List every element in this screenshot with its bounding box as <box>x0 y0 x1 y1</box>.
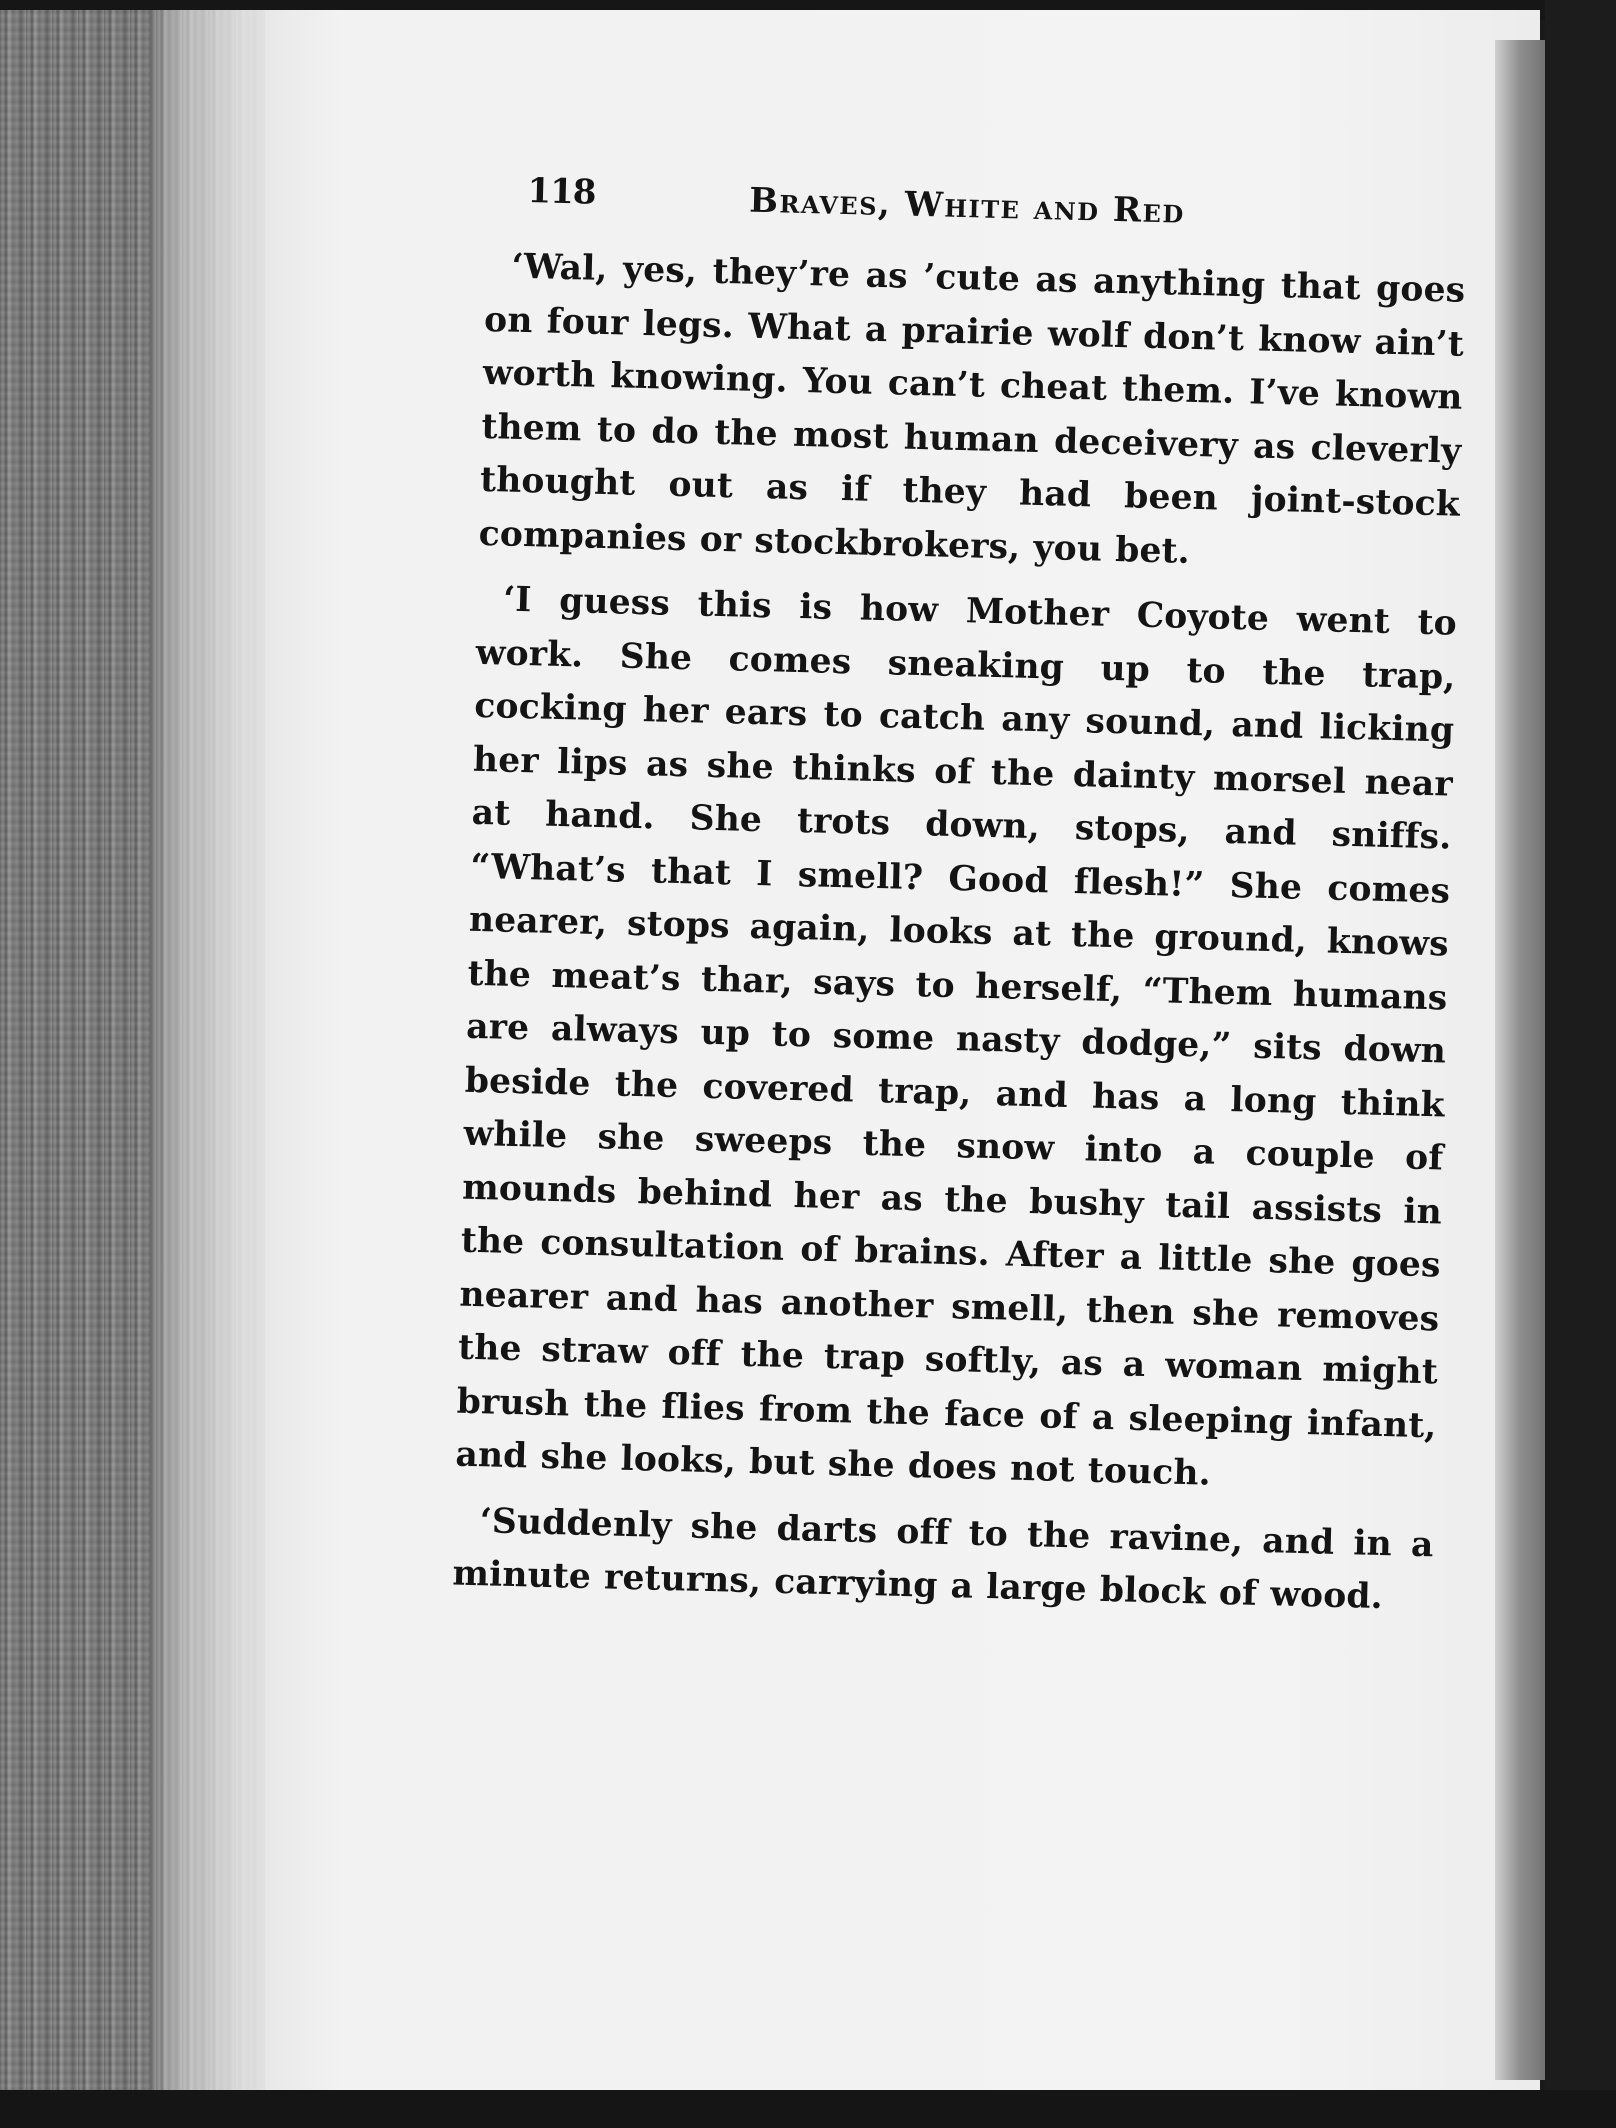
paragraph: ‘Wal, yes, they’re as ’cute as anything that goes on four legs. What a prairie wolf don’t know ain’t worth knowing. You can’t cheat them. I’ve known them to do the most human deceivery as cleverly thought out as if they had been joint-stock companies or stockbrokers, you bet. <box>478 246 1466 572</box>
page-text-block <box>452 170 1468 1626</box>
scan-border-right <box>1545 0 1616 2128</box>
facing-page-gutter <box>1495 40 1550 2080</box>
page-number: 118 <box>526 171 596 213</box>
book-title: Braves, White and Red <box>748 180 1186 232</box>
paragraph: ‘I guess this is how Mother Coyote went to work. She comes sneaking up to the trap, cocking her ears to catch any sound, and licking her lips as she thinks of the dainty morsel near at hand. She trots down, stops, and sniffs. “What’s that I smell? Good flesh!” She comes nearer, stops again, looks at the ground, knows the meat’s thar, says to herself, “Them humans are always up to some nasty dodge,” sits down beside the covered trap, and has a long think while she sweeps the snow into a couple of mounds behind her as the bushy tail assists in the consultation of brains. After a little she goes nearer and has another smell, then she removes the straw off the trap softly, as a woman might brush the flies from the face of a sleeping infant, and she looks, but she does not touch. <box>454 579 1458 1494</box>
page-edges <box>0 10 300 2095</box>
scan-border-bottom <box>0 2090 1616 2128</box>
paragraph: ‘Suddenly she darts off to the ravine, and in a minute returns, carrying a large block of wood. <box>451 1500 1435 1618</box>
